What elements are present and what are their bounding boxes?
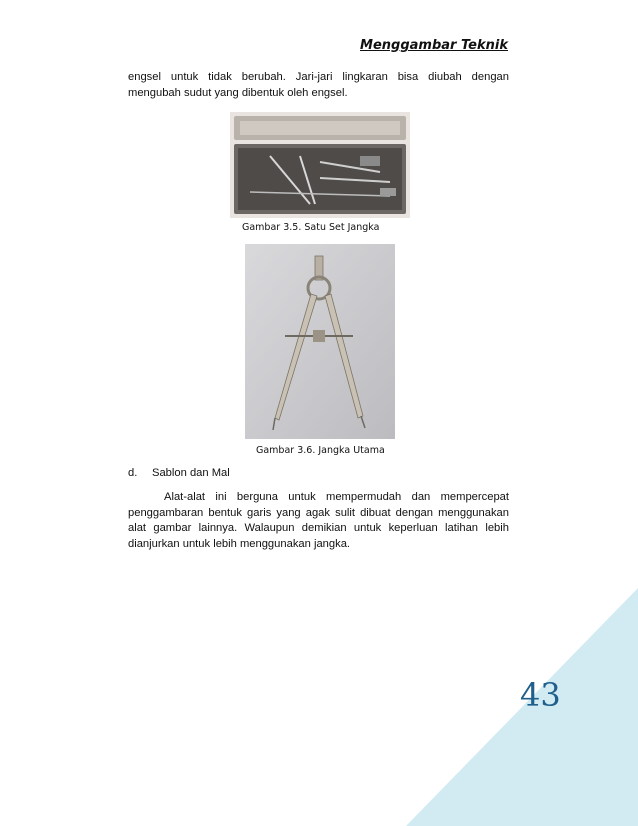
main-compass-photo — [245, 244, 395, 439]
figure-caption-3-6: Gambar 3.6. Jangka Utama — [256, 445, 385, 456]
section-title: Sablon dan Mal — [152, 467, 230, 479]
running-header: Menggambar Teknik — [360, 38, 508, 53]
figure-caption-3-5: Gambar 3.5. Satu Set Jangka — [242, 222, 380, 233]
section-label: d. — [128, 467, 138, 479]
section-heading-d — [128, 467, 230, 479]
compass-set-photo — [230, 112, 410, 218]
page-number: 43 — [520, 676, 561, 714]
paragraph-sablon: Alat-alat ini berguna untuk mempermudah dan mempercepat penggambaran bentuk garis yang agak sulit dibuat dengan menggunakan alat gambar lainnya. Walaupun demikian untuk keperluan latihan lebih dianjurkan untuk lebih menggunakan jangka. — [128, 491, 509, 550]
paragraph-continuation: engsel untuk tidak berubah. Jari-jari lingkaran bisa diubah dengan mengubah sudut yang dibentuk oleh engsel. — [128, 71, 509, 99]
